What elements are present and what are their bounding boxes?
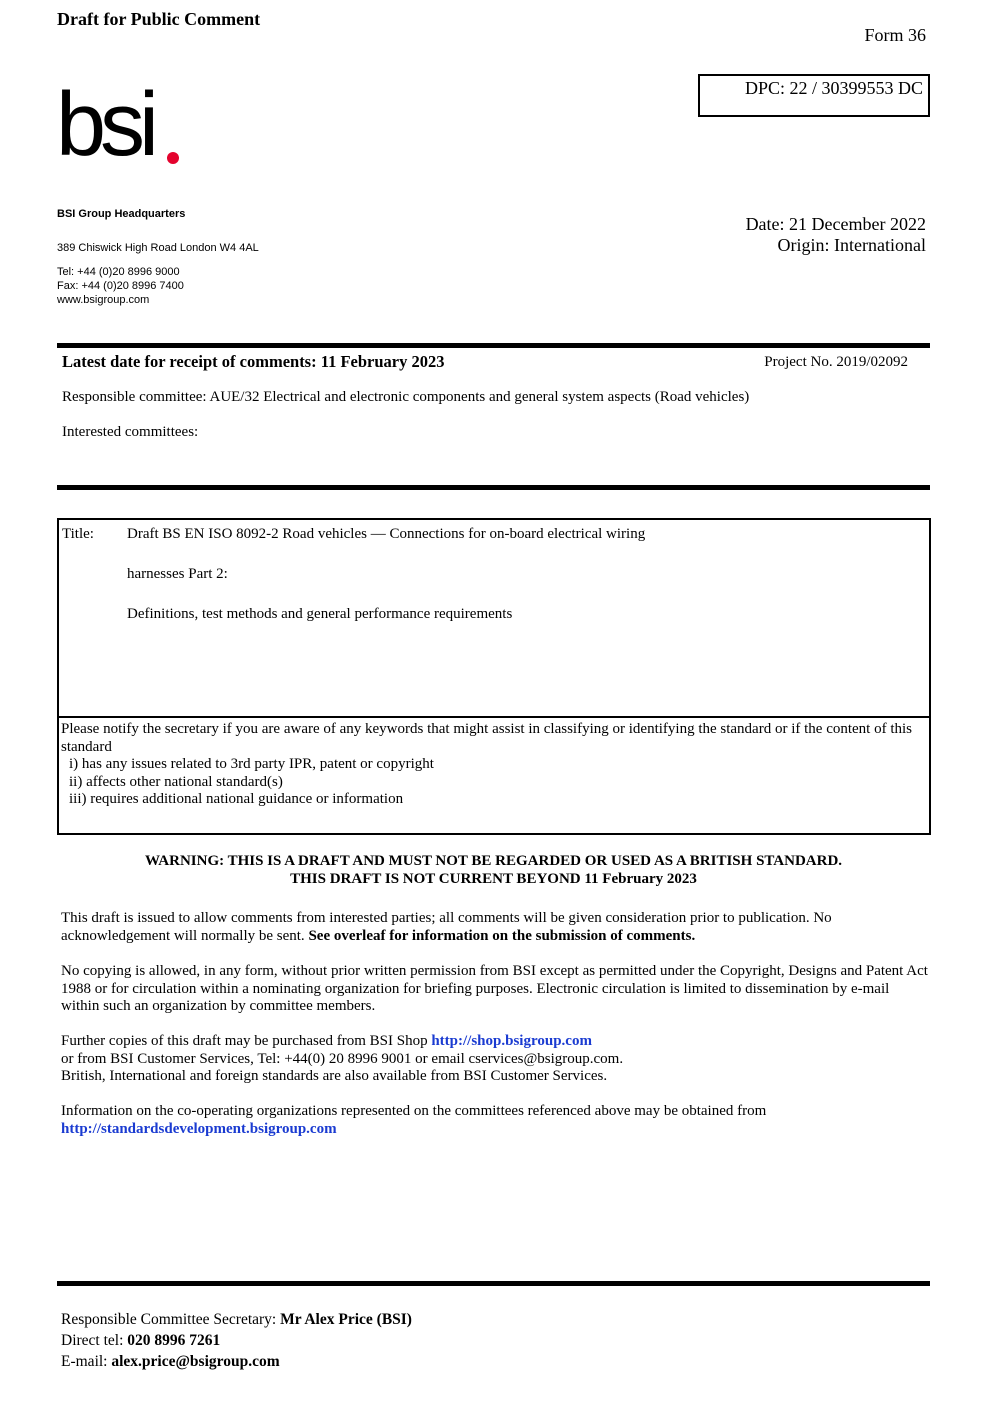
direct-tel-label: Direct tel: (61, 1332, 128, 1349)
dpc-reference: DPC: 22 / 30399553 DC (744, 78, 923, 98)
bsi-logo: bsi (56, 75, 154, 175)
hq-title: BSI Group Headquarters (57, 208, 186, 220)
notify-block (61, 721, 921, 809)
project-number: Project No. 2019/02092 (764, 354, 908, 370)
divider-rule (57, 485, 930, 490)
secretary-name: Mr Alex Price (BSI) (280, 1311, 412, 1328)
hq-fax: Fax: +44 (0)20 8996 7400 (57, 280, 184, 292)
notify-intro: Please notify the secretary if you are aware of any keywords that might assist in classifying or identifying the standard or if the content of this standard (61, 721, 913, 755)
divider-rule (57, 343, 930, 348)
warning-line-2: THIS DRAFT IS NOT CURRENT BEYOND 11 February 2023 (290, 871, 697, 887)
title-label: Title: (62, 526, 94, 542)
cooperating-orgs-text: Information on the co-operating organizations represented on the committees referenced above may be obtained from (61, 1103, 767, 1119)
document-origin: Origin: International (777, 235, 926, 255)
title-line-2: harnesses Part 2: (127, 566, 228, 582)
title-line-3: Definitions, test methods and general performance requirements (127, 606, 513, 622)
document-date: Date: 21 December 2022 (745, 214, 926, 234)
title-line-1: Draft BS EN ISO 8092-2 Road vehicles — Connections for on-board electrical wiring (127, 526, 646, 542)
notify-item: i) has any issues related to 3rd party IPR, patent or copyright (69, 756, 434, 772)
date-origin-block (746, 214, 926, 256)
headquarters-block (57, 207, 259, 307)
warning-line-1: WARNING: THIS IS A DRAFT AND MUST NOT BE REGARDED OR USED AS A BRITISH STANDARD. (144, 853, 843, 869)
hq-address: 389 Chiswick High Road London W4 4AL (57, 242, 259, 254)
email-label: E-mail: (61, 1353, 112, 1370)
title-box-divider (57, 716, 931, 718)
draft-label: Draft for Public Comment (57, 9, 261, 29)
interested-committees: Interested committees: (62, 424, 199, 440)
standards-availability-text: British, International and foreign standards are also available from BSI Customer Services. (61, 1068, 608, 1084)
comments-deadline: Latest date for receipt of comments: 11 February 2023 (62, 352, 445, 371)
responsible-committee: Responsible committee: AUE/32 Electrical and electronic components and general system aspects (Road vehicles) (62, 389, 750, 405)
comments-paragraph (61, 910, 931, 945)
standards-development-link[interactable]: http://standardsdevelopment.bsigroup.com (61, 1120, 337, 1137)
comments-text: This draft is issued to allow comments from interested parties; all comments will be given consideration prior to publication. No acknowledgement will normally be sent. (61, 910, 832, 944)
bsi-shop-link[interactable]: http://shop.bsigroup.com (431, 1033, 592, 1049)
direct-tel-value: 020 8996 7261 (127, 1332, 221, 1349)
email-value[interactable]: alex.price@bsigroup.com (111, 1353, 280, 1370)
notify-item: ii) affects other national standard(s) (69, 773, 283, 790)
draft-warning (57, 852, 930, 888)
bsi-logo-dot (167, 152, 179, 164)
secretary-contact-block (61, 1309, 412, 1372)
cooperating-orgs-paragraph (61, 1103, 931, 1138)
hq-web: www.bsigroup.com (57, 294, 150, 306)
comments-bold-note: See overleaf for information on the submission of comments. (308, 927, 696, 944)
form-number: Form 36 (864, 25, 926, 45)
customer-services-text: or from BSI Customer Services, Tel: +44(0) 20 8996 9001 or email cservices@bsigroup.com. (61, 1050, 624, 1067)
notify-item: iii) requires additional national guidance or information (69, 791, 404, 807)
further-copies-paragraph (61, 1033, 931, 1086)
dpc-reference-box (698, 74, 930, 117)
divider-rule (57, 1281, 930, 1286)
further-copies-text: Further copies of this draft may be purchased from BSI Shop (61, 1033, 432, 1049)
secretary-label: Responsible Committee Secretary: (61, 1311, 281, 1328)
hq-tel: Tel: +44 (0)20 8996 9000 (57, 266, 180, 278)
copyright-paragraph: No copying is allowed, in any form, without prior written permission from BSI except as permitted under the Copyright, Designs and Patent Act 1988 or for circulation within a nominating organization for briefing purposes. Electronic circulation is limited to dissemination by e-mail within such an organization by committee members. (61, 963, 928, 1014)
